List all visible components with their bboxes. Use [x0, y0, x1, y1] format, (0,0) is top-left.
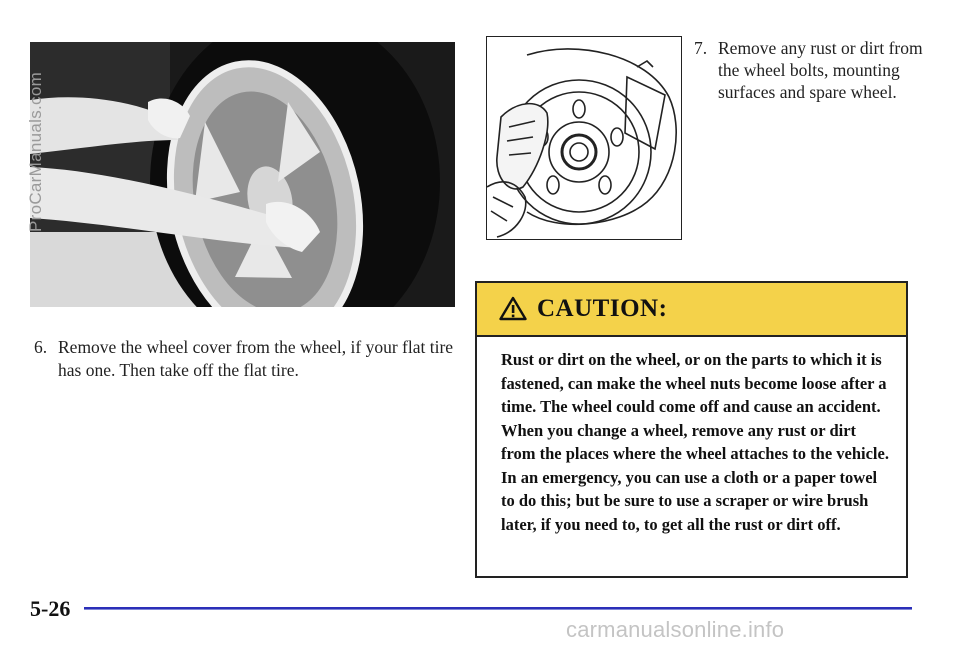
caution-title: CAUTION: — [537, 295, 668, 322]
cleaning-hub-drawing — [487, 37, 680, 238]
side-watermark: ProCarManuals.com — [26, 71, 45, 232]
caution-text: Rust or dirt on the wheel, or on the parts to which it is fastened, can make the wheel nuts become loose after a time. The wheel could come off and cause an accident. When you change a wheel, remove any rust or dirt from the places where the wheel attaches to the vehicle. In an emergency, you can use a cloth or a paper towel to do this; but be sure to use a scraper or wire brush later, if you need to, to get all the rust or dirt off. — [501, 350, 889, 534]
step-text: Remove the wheel cover from the wheel, if your flat tire has one. Then take off the flat tire. — [58, 337, 454, 380]
warning-triangle-icon — [499, 296, 527, 326]
bottom-watermark: carmanualsonline.info — [566, 617, 785, 642]
step-7 — [694, 37, 934, 103]
wheel-cover-photo — [30, 42, 455, 307]
wheel-hub-illustration — [486, 36, 682, 240]
step-number: 7. — [694, 38, 708, 58]
page-number: 5-26 — [30, 596, 71, 621]
footer-rule — [84, 607, 912, 610]
step-text: Remove any rust or dirt from the wheel bolts, mounting surfaces and spare wheel. — [718, 38, 923, 102]
caution-box — [475, 281, 908, 578]
step-number: 6. — [34, 337, 48, 357]
wheel-cover-removal-image — [30, 42, 455, 307]
step-6 — [34, 336, 464, 382]
caution-header — [477, 283, 906, 337]
